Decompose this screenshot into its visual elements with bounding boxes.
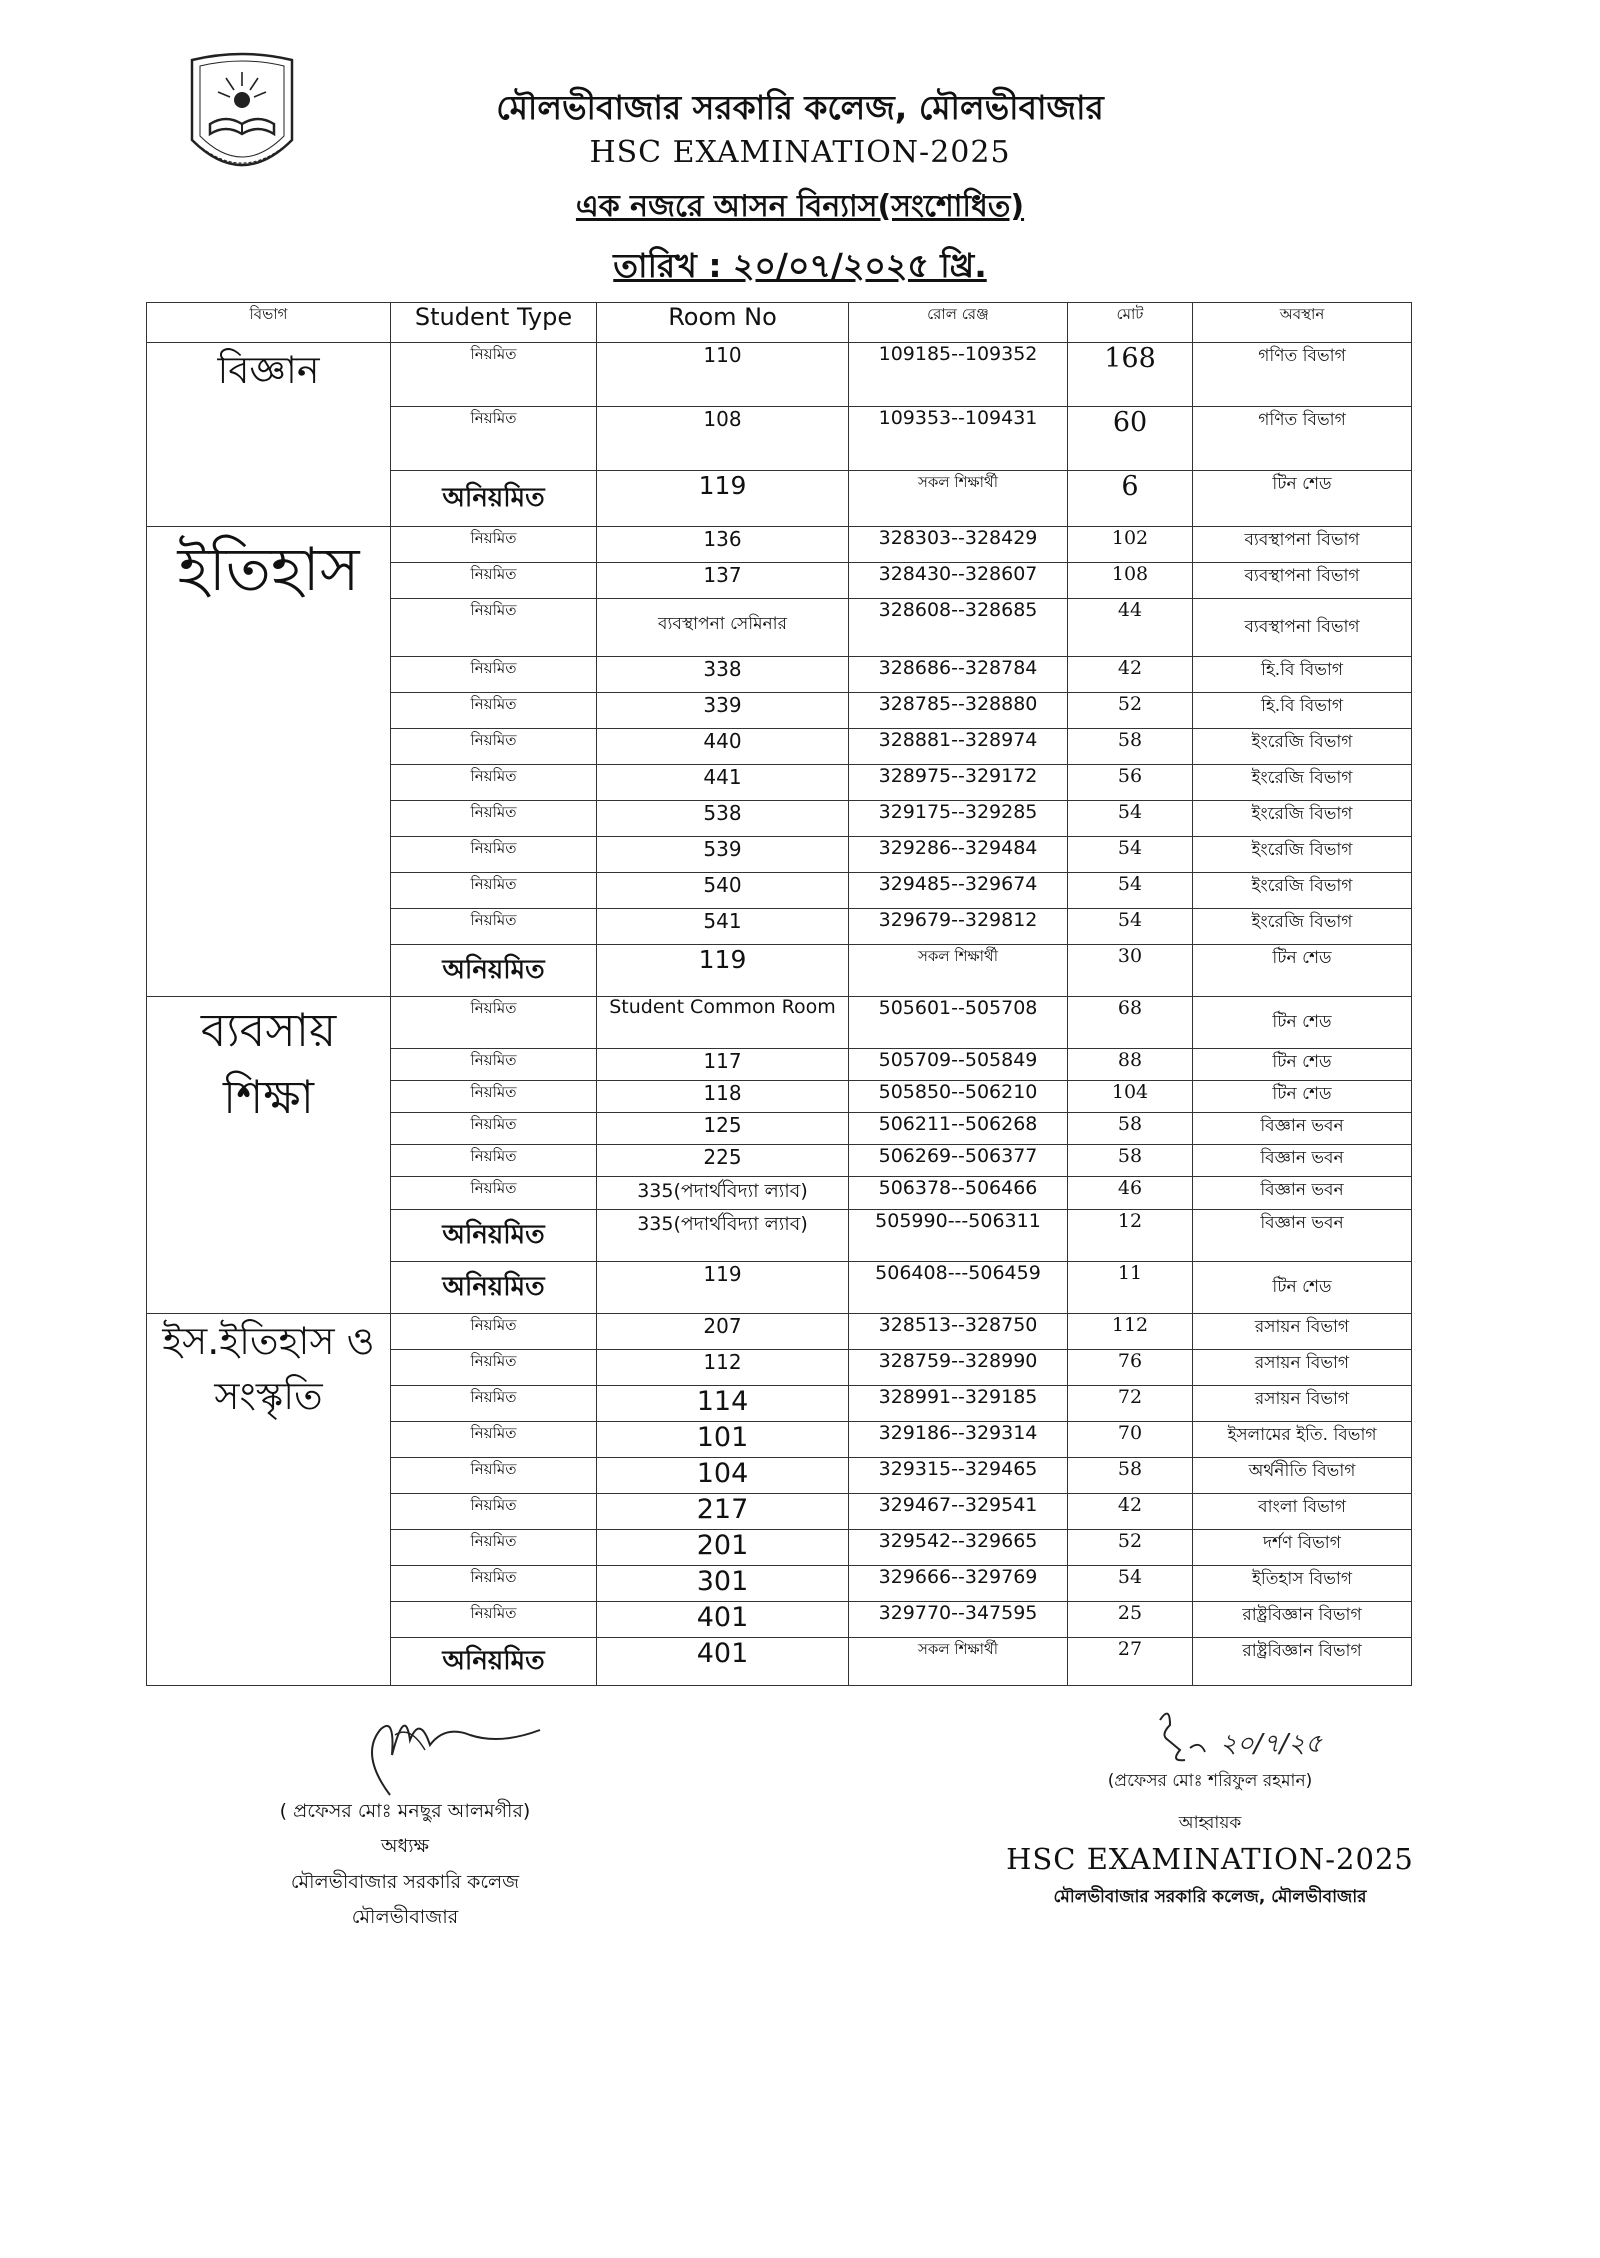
location: ইংরেজি বিভাগ (1193, 801, 1412, 837)
room-no: 440 (597, 729, 849, 765)
student-type: অনিয়মিত (391, 1210, 597, 1262)
total-count: 58 (1068, 1458, 1193, 1494)
table-header-row (147, 303, 1412, 343)
location: হি.বি বিভাগ (1193, 693, 1412, 729)
total-count: 42 (1068, 1494, 1193, 1530)
student-type: নিয়মিত (391, 527, 597, 563)
location: ইংরেজি বিভাগ (1193, 837, 1412, 873)
location: টিন শেড (1193, 471, 1412, 527)
department-islamic-history: ইস.ইতিহাস ও সংস্কৃতি (147, 1314, 391, 1686)
student-type: নিয়মিত (391, 1386, 597, 1422)
room-no: 119 (597, 471, 849, 527)
department-science: বিজ্ঞান (147, 343, 391, 527)
student-type: অনিয়মিত (391, 945, 597, 997)
roll-range: 329186--329314 (849, 1422, 1068, 1458)
total-count: 12 (1068, 1210, 1193, 1262)
header-room-no: Room No (597, 303, 849, 343)
department-history: ইতিহাস (147, 527, 391, 997)
student-type: নিয়মিত (391, 563, 597, 599)
table-row (147, 343, 1412, 407)
total-count: 54 (1068, 909, 1193, 945)
total-count: 44 (1068, 599, 1193, 657)
roll-range: 329542--329665 (849, 1530, 1068, 1566)
roll-range: 506408---506459 (849, 1262, 1068, 1314)
room-no: 401 (597, 1638, 849, 1686)
table-row (147, 1314, 1412, 1350)
student-type: নিয়মিত (391, 1530, 597, 1566)
room-no: 137 (597, 563, 849, 599)
student-type: নিয়মিত (391, 407, 597, 471)
location: ব্যবস্থাপনা বিভাগ (1193, 599, 1412, 657)
roll-range: 328686--328784 (849, 657, 1068, 693)
total-count: 27 (1068, 1638, 1193, 1686)
total-count: 72 (1068, 1386, 1193, 1422)
location: ইংরেজি বিভাগ (1193, 873, 1412, 909)
roll-range: 505709--505849 (849, 1049, 1068, 1081)
student-type: নিয়মিত (391, 873, 597, 909)
student-type: নিয়মিত (391, 1458, 597, 1494)
roll-range: 328430--328607 (849, 563, 1068, 599)
seat-plan-table (146, 302, 1412, 1686)
location: দর্শণ বিভাগ (1193, 1530, 1412, 1566)
room-no: 114 (597, 1386, 849, 1422)
room-no: 301 (597, 1566, 849, 1602)
total-count: 6 (1068, 471, 1193, 527)
student-type: নিয়মিত (391, 657, 597, 693)
roll-range: 329666--329769 (849, 1566, 1068, 1602)
total-count: 168 (1068, 343, 1193, 407)
student-type: নিয়মিত (391, 1566, 597, 1602)
table-row (147, 997, 1412, 1049)
student-type: নিয়মিত (391, 693, 597, 729)
roll-range: 505850--506210 (849, 1081, 1068, 1113)
total-count: 46 (1068, 1177, 1193, 1210)
room-no: 125 (597, 1113, 849, 1145)
table-row (147, 527, 1412, 563)
student-type: নিয়মিত (391, 1049, 597, 1081)
student-type: নিয়মিত (391, 1314, 597, 1350)
roll-range: 505601--505708 (849, 997, 1068, 1049)
student-type: নিয়মিত (391, 1177, 597, 1210)
roll-range: সকল শিক্ষার্থী (849, 1638, 1068, 1686)
location: ইতিহাস বিভাগ (1193, 1566, 1412, 1602)
room-no: 441 (597, 765, 849, 801)
roll-range: 329175--329285 (849, 801, 1068, 837)
total-count: 54 (1068, 1566, 1193, 1602)
location: বিজ্ঞান ভবন (1193, 1210, 1412, 1262)
room-no: 541 (597, 909, 849, 945)
principal-org: মৌলভীবাজার সরকারি কলেজ (290, 1871, 520, 1893)
total-count: 112 (1068, 1314, 1193, 1350)
exam-title: HSC EXAMINATION-2025 (589, 135, 1011, 170)
total-count: 54 (1068, 873, 1193, 909)
roll-range: 328608--328685 (849, 599, 1068, 657)
roll-range: 328759--328990 (849, 1350, 1068, 1386)
student-type: অনিয়মিত (391, 1638, 597, 1686)
total-count: 108 (1068, 563, 1193, 599)
room-no: 117 (597, 1049, 849, 1081)
student-type: নিয়মিত (391, 765, 597, 801)
location: ইসলামের ইতি. বিভাগ (1193, 1422, 1412, 1458)
roll-range: 328881--328974 (849, 729, 1068, 765)
convener-title: আহ্বায়ক (1178, 1813, 1242, 1833)
room-no: 101 (597, 1422, 849, 1458)
roll-range: 505990---506311 (849, 1210, 1068, 1262)
convener-exam: HSC EXAMINATION-2025 (1006, 1842, 1414, 1876)
total-count: 58 (1068, 1145, 1193, 1177)
room-no: Student Common Room (597, 997, 849, 1049)
student-type: নিয়মিত (391, 837, 597, 873)
roll-range: সকল শিক্ষার্থী (849, 471, 1068, 527)
room-no: 118 (597, 1081, 849, 1113)
principal-place: মৌলভীবাজার (351, 1906, 459, 1928)
total-count: 70 (1068, 1422, 1193, 1458)
principal-title: অধ্যক্ষ (380, 1835, 429, 1857)
header-location: অবস্থান (1193, 303, 1412, 343)
roll-range: সকল শিক্ষার্থী (849, 945, 1068, 997)
total-count: 54 (1068, 801, 1193, 837)
room-no: 538 (597, 801, 849, 837)
room-no: 540 (597, 873, 849, 909)
total-count: 58 (1068, 1113, 1193, 1145)
room-no: 217 (597, 1494, 849, 1530)
student-type: নিয়মিত (391, 1081, 597, 1113)
location: টিন শেড (1193, 997, 1412, 1049)
total-count: 76 (1068, 1350, 1193, 1386)
total-count: 88 (1068, 1049, 1193, 1081)
student-type: নিয়মিত (391, 1422, 597, 1458)
total-count: 56 (1068, 765, 1193, 801)
total-count: 60 (1068, 407, 1193, 471)
room-no: 104 (597, 1458, 849, 1494)
student-type: নিয়মিত (391, 343, 597, 407)
student-type: নিয়মিত (391, 1113, 597, 1145)
student-type: নিয়মিত (391, 1145, 597, 1177)
total-count: 104 (1068, 1081, 1193, 1113)
principal-signature (350, 1695, 570, 1800)
room-no: 207 (597, 1314, 849, 1350)
document-subtitle: এক নজরে আসন বিন্যাস(সংশোধিত) (575, 189, 1025, 224)
room-no: 335(পদার্থবিদ্যা ল্যাব) (597, 1210, 849, 1262)
student-type: নিয়মিত (391, 1602, 597, 1638)
location: বাংলা বিভাগ (1193, 1494, 1412, 1530)
room-no: 401 (597, 1602, 849, 1638)
roll-range: 329485--329674 (849, 873, 1068, 909)
roll-range: 329315--329465 (849, 1458, 1068, 1494)
roll-range: 506211--506268 (849, 1113, 1068, 1145)
room-no: 112 (597, 1350, 849, 1386)
student-type: নিয়মিত (391, 801, 597, 837)
total-count: 30 (1068, 945, 1193, 997)
location: হি.বি বিভাগ (1193, 657, 1412, 693)
header-student-type: Student Type (391, 303, 597, 343)
room-no: 225 (597, 1145, 849, 1177)
handwritten-date: ২০/৭/২৫ (1220, 1729, 1323, 1759)
location: টিন শেড (1193, 1081, 1412, 1113)
room-no: ব্যবস্থাপনা সেমিনার (597, 599, 849, 657)
roll-range: 329770--347595 (849, 1602, 1068, 1638)
location: রাষ্ট্রবিজ্ঞান বিভাগ (1193, 1638, 1412, 1686)
student-type: নিয়মিত (391, 1350, 597, 1386)
location: বিজ্ঞান ভবন (1193, 1177, 1412, 1210)
roll-range: 329286--329484 (849, 837, 1068, 873)
student-type: নিয়মিত (391, 997, 597, 1049)
room-no: 539 (597, 837, 849, 873)
department-business-studies: ব্যবসায় শিক্ষা (147, 997, 391, 1314)
roll-range: 329467--329541 (849, 1494, 1068, 1530)
total-count: 102 (1068, 527, 1193, 563)
room-no: 108 (597, 407, 849, 471)
room-no: 119 (597, 945, 849, 997)
convener-org: মৌলভীবাজার সরকারি কলেজ, মৌলভীবাজার (1053, 1887, 1367, 1907)
room-no: 110 (597, 343, 849, 407)
college-title: মৌলভীবাজার সরকারি কলেজ, মৌলভীবাজার (496, 88, 1104, 127)
location: টিন শেড (1193, 945, 1412, 997)
student-type: নিয়মিত (391, 729, 597, 765)
roll-range: 328991--329185 (849, 1386, 1068, 1422)
location: ব্যবস্থাপনা বিভাগ (1193, 527, 1412, 563)
total-count: 68 (1068, 997, 1193, 1049)
location: রসায়ন বিভাগ (1193, 1350, 1412, 1386)
roll-range: 329679--329812 (849, 909, 1068, 945)
roll-range: 506269--506377 (849, 1145, 1068, 1177)
header-roll-range: রোল রেঞ্জ (849, 303, 1068, 343)
location: অর্থনীতি বিভাগ (1193, 1458, 1412, 1494)
total-count: 42 (1068, 657, 1193, 693)
student-type: নিয়মিত (391, 1494, 597, 1530)
room-no: 335(পদার্থবিদ্যা ল্যাব) (597, 1177, 849, 1210)
room-no: 119 (597, 1262, 849, 1314)
principal-name: ( প্রফেসর মোঃ মনছুর আলমগীর) (279, 1800, 531, 1822)
room-no: 339 (597, 693, 849, 729)
roll-range: 328303--328429 (849, 527, 1068, 563)
student-type: নিয়মিত (391, 599, 597, 657)
location: টিন শেড (1193, 1262, 1412, 1314)
location: ইংরেজি বিভাগ (1193, 909, 1412, 945)
total-count: 25 (1068, 1602, 1193, 1638)
convener-name: (প্রফেসর মোঃ শরিফুল রহমান) (1107, 1771, 1313, 1791)
location: গণিত বিভাগ (1193, 343, 1412, 407)
roll-range: 328513--328750 (849, 1314, 1068, 1350)
location: রসায়ন বিভাগ (1193, 1314, 1412, 1350)
location: ব্যবস্থাপনা বিভাগ (1193, 563, 1412, 599)
total-count: 58 (1068, 729, 1193, 765)
student-type: অনিয়মিত (391, 1262, 597, 1314)
room-no: 136 (597, 527, 849, 563)
total-count: 52 (1068, 693, 1193, 729)
location: টিন শেড (1193, 1049, 1412, 1081)
header-department: বিভাগ (147, 303, 391, 343)
location: বিজ্ঞান ভবন (1193, 1113, 1412, 1145)
location: ইংরেজি বিভাগ (1193, 765, 1412, 801)
header-total: মোট (1068, 303, 1193, 343)
document-date: তারিখ : ২০/০৭/২০২৫ খ্রি. (613, 246, 987, 285)
total-count: 54 (1068, 837, 1193, 873)
roll-range: 109353--109431 (849, 407, 1068, 471)
roll-range: 328975--329172 (849, 765, 1068, 801)
location: ইংরেজি বিভাগ (1193, 729, 1412, 765)
roll-range: 506378--506466 (849, 1177, 1068, 1210)
location: বিজ্ঞান ভবন (1193, 1145, 1412, 1177)
room-no: 201 (597, 1530, 849, 1566)
location: রাষ্ট্রবিজ্ঞান বিভাগ (1193, 1602, 1412, 1638)
location: রসায়ন বিভাগ (1193, 1386, 1412, 1422)
total-count: 11 (1068, 1262, 1193, 1314)
location: গণিত বিভাগ (1193, 407, 1412, 471)
total-count: 52 (1068, 1530, 1193, 1566)
roll-range: 328785--328880 (849, 693, 1068, 729)
room-no: 338 (597, 657, 849, 693)
student-type: অনিয়মিত (391, 471, 597, 527)
college-logo (182, 52, 302, 187)
roll-range: 109185--109352 (849, 343, 1068, 407)
student-type: নিয়মিত (391, 909, 597, 945)
